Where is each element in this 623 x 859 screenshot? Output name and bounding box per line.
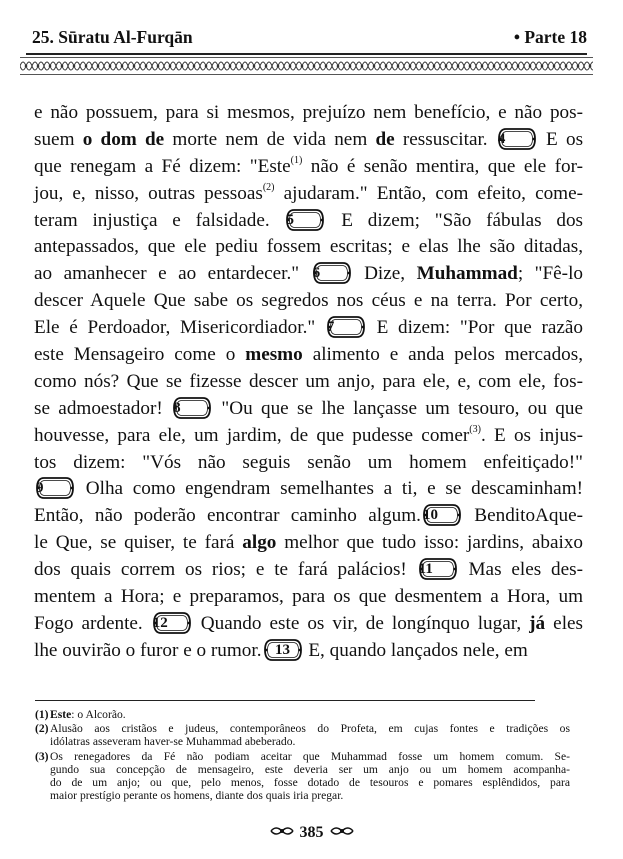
page-header <box>26 27 587 51</box>
verse-marker-12: 12 <box>153 611 191 635</box>
text-line: Fogo ardente. 12 Quando este os vir, de longínquo lugar, já eles <box>34 612 584 634</box>
text-line: que renegam a Fé dizem: "Este$^{(1)}$ não é senão mentira, que ele for- <box>34 155 583 177</box>
page-ornament-right-icon <box>330 825 354 837</box>
footnotes <box>35 708 570 803</box>
verse-marker-10: 10 <box>423 503 461 527</box>
text-line: antepassados, que ele pediu fossem escritas; e elas lhe são ditadas, <box>34 236 583 258</box>
text-line: lhe ouvirão o furor e o rumor. 13 E, quando lançados nele, em <box>34 639 528 661</box>
surah-title: 25. Sūratu Al-Furqān <box>32 27 193 47</box>
text-line: este Mensageiro come o mesmo alimento e anda pelos mercados, <box>34 344 584 366</box>
part-label: • Parte 18 <box>513 27 587 47</box>
main-text <box>34 100 583 665</box>
verse-marker-9: 9 <box>36 476 74 500</box>
text-line: Então, não poderão encontrar caminho algum. 10 BenditoAque- <box>34 505 583 527</box>
page-ornament-left-icon <box>270 825 294 837</box>
footnote-1: (1) Este: o Alcorão. <box>35 708 126 721</box>
text-line: como nós? Que se fizesse descer um anjo, para ele, e, com ele, fos- <box>34 370 583 392</box>
header-rule <box>26 53 587 55</box>
text-line: descer Aquele Que sabe os segredos nos céus e na terra. Por certo, <box>34 290 583 312</box>
verse-marker-4: 4 <box>498 127 536 151</box>
verse-marker-6: 6 <box>313 261 351 285</box>
footnote-3: (3) Os renegadores da Fé não podiam aceitar que Muhammad fosse um homem comum. Se- gundo sua concepção de mensageiro, este deveria ser um anjo ou um homem acompanha- do de um anjo; ou que, pelo menos, fosse dotado de tesouros e pomares esplêndidos, para maior prestígio perante os homens, diante dos quais iria pregar. <box>35 749 570 803</box>
text-line: ao amanhecer e ao entardecer." 6 Dize, Muhammad; "Fê-lo <box>34 263 583 285</box>
verse-marker-5: 5 <box>286 208 324 232</box>
footnote-2: (2) Alusão aos cristãos e judeus, contemporâneos do Profeta, em cujas fontes e tradições os idólatras asseveram haver-se Muhammad abeberado. <box>35 722 570 749</box>
verse-marker-7: 7 <box>327 315 365 339</box>
footnote-rule <box>35 700 535 701</box>
text-line: tos dizem: "Vós não seguis senão um homem enfeitiçado!" <box>34 451 583 473</box>
text-line: houvesse, para ele, um jardim, de que pudesse comer$^{(3)}$. E os injus- <box>34 424 583 446</box>
verse-marker-8: 8 <box>173 396 211 420</box>
text-line: teram injustiça e falsidade. 5 E dizem; "São fábulas dos <box>34 209 584 231</box>
text-line: Ele é Perdoador, Misericordiador." 7 E dizem: "Por que razão <box>34 317 583 339</box>
text-line: jou, e, nisso, outras pessoas$^{(2)}$ ajudaram." Então, com efeito, come- <box>34 182 584 204</box>
footnote-ref-3: (3) <box>469 424 481 436</box>
ornamental-border-pattern <box>20 57 593 75</box>
verse-marker-11: 11 <box>419 557 457 581</box>
text-line: mentem a Hora; e preparamos, para os que desmentem a Hora, um <box>34 586 583 608</box>
text-line: se admoestador! 8 "Ou que se lhe lançasse um tesouro, ou que <box>34 397 583 419</box>
text-line: 9 Olha como engendram semelhantes a ti, e se descaminham! <box>36 478 584 500</box>
text-line: dos quais correm os rios; e te fará palácios! 11 Mas eles des- <box>34 559 584 581</box>
ornamental-border <box>20 57 593 75</box>
verse-marker-13: 13 <box>264 638 302 662</box>
footnote-ref-2: (2) <box>262 182 275 194</box>
page-number: 385 <box>299 824 324 841</box>
text-line: e não possuem, para si mesmos, prejuízo nem benefício, e não pos- <box>34 102 583 123</box>
text-line: le Que, se quiser, te fará algo melhor que tudo isso: jardins, abaixo <box>34 532 584 554</box>
text-line: suem o dom de morte nem de vida nem de ressuscitar. 4 E os <box>34 128 584 150</box>
footnote-ref-1: (1) <box>290 155 303 167</box>
page-number-area <box>0 824 623 842</box>
